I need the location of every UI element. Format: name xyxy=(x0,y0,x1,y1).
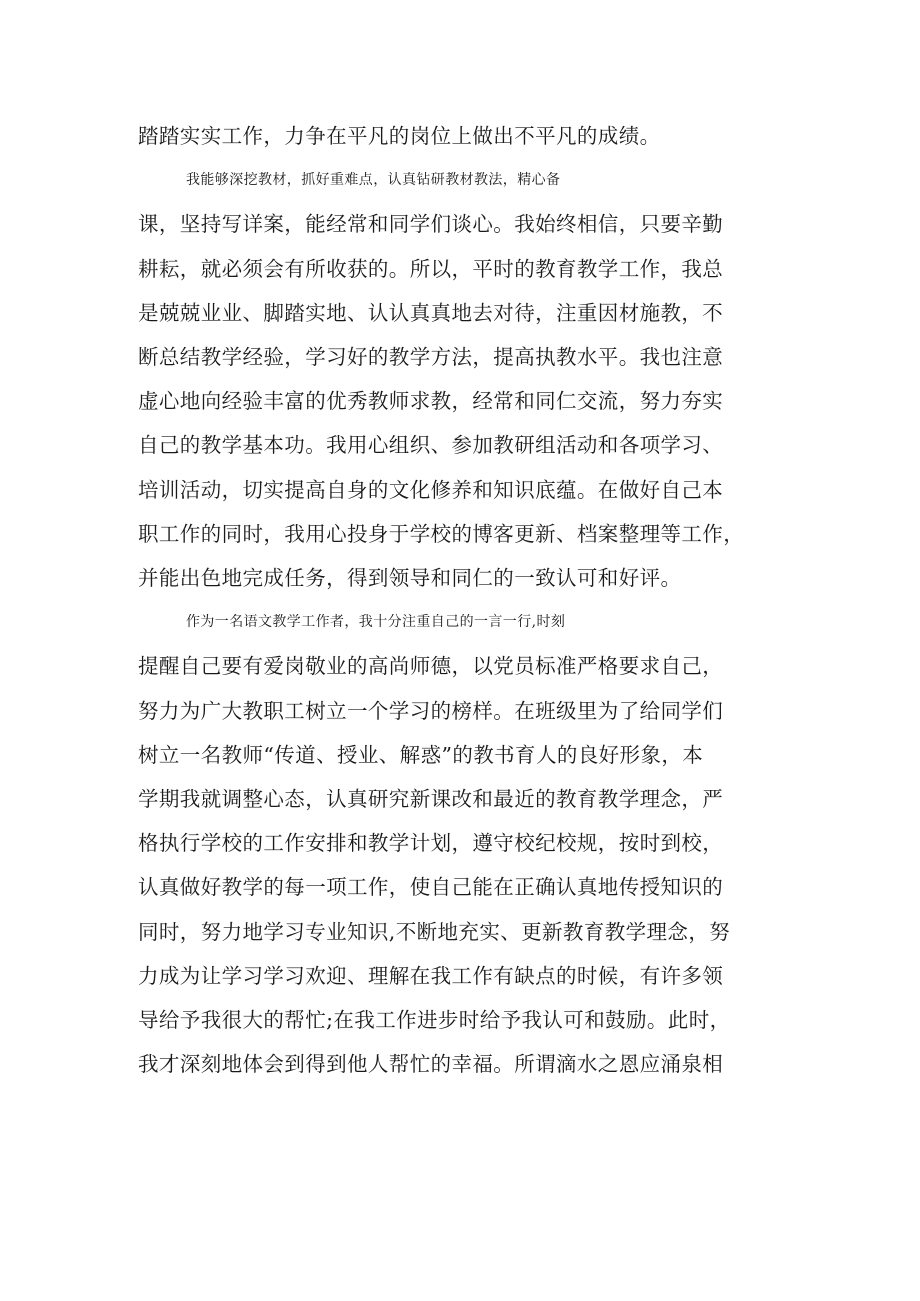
paragraph-2 xyxy=(138,158,796,600)
text-line: 耕耘，就必须会有所收获的。所以，平时的教育教学工作，我总 xyxy=(138,256,724,281)
text-line: 培训活动，切实提高自身的文化修养和知识底蕴。在做好自己本 xyxy=(138,477,724,502)
text-line: 虚心地向经验丰富的优秀教师求教，经常和同仁交流，努力夯实 xyxy=(138,389,724,414)
text-line: 力成为让学习学习欢迎、理解在我工作有缺点的时候，有许多领 xyxy=(138,963,724,988)
text-line: 课，坚持写详案，能经常和同学们谈心。我始终相信，只要辛勤 xyxy=(138,212,724,237)
text-line: 导给予我很大的帮忙;在我工作进步时给予我认可和鼓励。此时， xyxy=(138,1008,731,1033)
text-line: 踏踏实实工作，力争在平凡的岗位上做出不平凡的成绩。 xyxy=(138,124,661,148)
text-line: 职工作的同时，我用心投身于学校的博客更新、档案整理等工作， xyxy=(138,521,745,546)
paragraph-3 xyxy=(138,600,796,1086)
text-line: 断总结教学经验，学习好的教学方法，提高执教水平。我也注意 xyxy=(138,345,724,370)
text-line: 努力为广大教职工树立一个学习的榜样。在班级里为了给同学们 xyxy=(138,698,724,723)
document-body xyxy=(138,114,796,1086)
text-line: 提醒自己要有爱岗敬业的高尚师德，以党员标准严格要求自己， xyxy=(138,654,724,679)
text-line: 格执行学校的工作安排和教学计划，遵守校纪校规，按时到校， xyxy=(138,831,724,856)
text-line: 同时，努力地学习专业知识,不断地充实、更新教育教学理念，努 xyxy=(138,919,731,944)
paragraph-1 xyxy=(138,114,796,158)
text-line: 认真做好教学的每一项工作，使自己能在正确认真地传授知识的 xyxy=(138,875,724,900)
text-line: 是兢兢业业、脚踏实地、认认真真地去对待，注重因材施教，不 xyxy=(138,300,724,325)
text-line: 并能出色地完成任务，得到领导和同仁的一致认可和好评。 xyxy=(138,566,682,591)
text-line: 作为一名语文教学工作者，我十分注重自己的一言一行,时刻 xyxy=(186,614,566,631)
text-line: 我才深刻地体会到得到他人帮忙的幸福。所谓滴水之恩应涌泉相 xyxy=(138,1052,724,1077)
text-line: 树立一名教师“传道、授业、解惑”的教书育人的良好形象，本 xyxy=(138,742,704,767)
text-line: 我能够深挖教材，抓好重难点，认真钻研教材教法，精心备 xyxy=(186,172,561,189)
text-line: 学期我就调整心态，认真研究新课改和最近的教育教学理念，严 xyxy=(138,787,724,812)
text-line: 自己的教学基本功。我用心组织、参加教研组活动和各项学习、 xyxy=(138,433,724,458)
